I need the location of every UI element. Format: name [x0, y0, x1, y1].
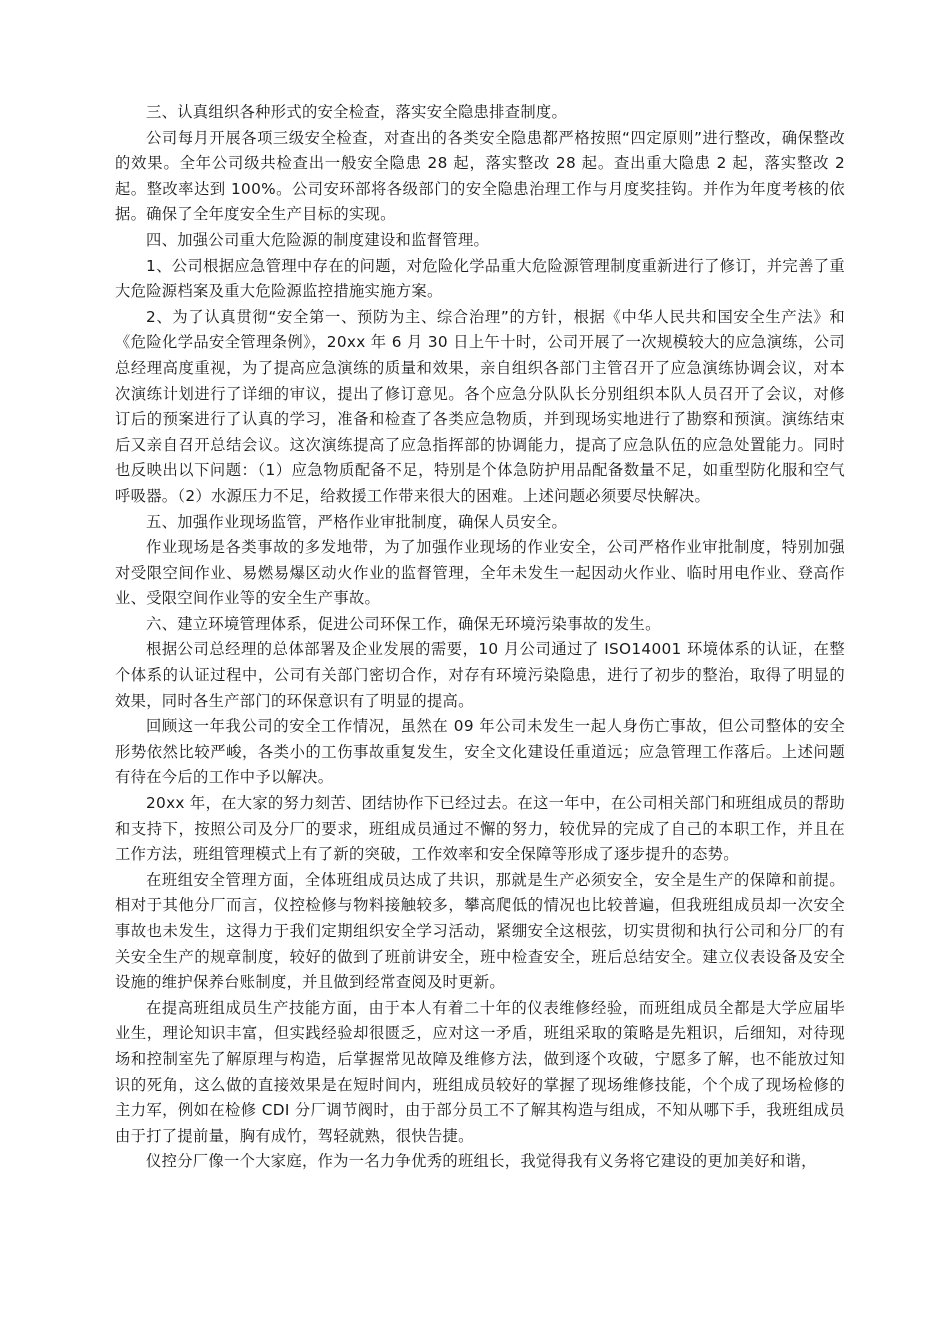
paragraph-iso14001: 根据公司总经理的总体部署及企业发展的需要，10 月公司通过了 ISO14001 环境体系的认证，在整个体系的认证过程中，公司有关部门密切合作，对存有环境污染隐患，进行了初步的整治，取得了明显的效果，同时各生产部门的环保意识有了明显的提高。: [115, 640, 845, 710]
paragraph-team-skills: 在提高班组成员生产技能方面，由于本人有着二十年的仪表维修经验，而班组成员全都是大学应届毕业生，理论知识丰富，但实践经验却很匮乏，应对这一矛盾，班组采取的策略是先粗识，后细知，对待现场和控制室先了解原理与构造，后掌握常见故障及维修方法，做到逐个攻破，宁愿多了解，也不能放过知识的死角，这么做的直接效果是在短时间内，班组成员较好的掌握了现场维修技能，个个成了现场检修的主力军，例如在检修 CDI 分厂调节阀时，由于部分员工不了解其构造与组成，不知从哪下手，我班组成员由于打了提前量，胸有成竹，驾轻就熟，很快告捷。: [115, 998, 845, 1145]
section-heading-safety-inspection: 三、认真组织各种形式的安全检查，落实安全隐患排查制度。: [146, 103, 568, 121]
paragraph-monthly-inspection: 公司每月开展各项三级安全检查，对查出的各类安全隐患都严格按照“四定原则”进行整改，确保整改的效果。全年公司级共检查出一般安全隐患 28 起，落实整改 28 起。查出重大隐患 2 起，落实整改 2 起。整改率达到 100%。公司安环部将各级部门的安全隐患治理工作与月度奖挂钩。并作为年度考核的依据。确保了全年度安全生产目标的实现。: [115, 128, 845, 224]
paragraph-team-summary: 20xx 年，在大家的努力刻苦、团结协作下已经过去。在这一年中，在公司相关部门和班组成员的帮助和支持下，按照公司及分厂的要求，班组成员通过不懈的努力，较优异的完成了自己的本职工作，并且在工作方法，班组管理模式上有了新的突破，工作效率和安全保障等形成了逐步提升的态势。: [115, 794, 846, 864]
paragraph-team-family: 仪控分厂像一个大家庭，作为一名力争优秀的班组长，我觉得我有义务将它建设的更加美好和谐，: [146, 1152, 817, 1171]
paragraph-emergency-drill: 2、为了认真贯彻“安全第一、预防为主、综合治理”的方针，根据《中华人民共和国安全生产法》和《危险化学品安全管理条例》，20xx 年 6 月 30 日上午十时，公司开展了一次规模较大的应急演练，公司总经理高度重视，为了提高应急演练的质量和效果，亲自组织各部门主管召开了应急演练协调会议，对本次演练计划进行了详细的审议，提出了修订意见。各个应急分队队长分别组织本队人员召开了会议，对修订后的预案进行了认真的学习，准备和检查了各类应急物质，并到现场实地进行了勘察和预演。演练结束后又亲自召开总结会议。这次演练提高了应急指挥部的协调能力，提高了应急队伍的应急处置能力。同时也反映出以下问题：（1）应急物质配备不足，特别是个体急防护用品配备数量不足，如重型防化服和空气呼吸器。（2）水源压力不足，给救援工作带来很大的困难。上述问题必须要尽快解决。: [115, 307, 845, 505]
section-heading-environment-system: 六、建立环境管理体系，促进公司环保工作，确保无环境污染事故的发生。: [146, 614, 661, 633]
paragraph-work-approval: 作业现场是各类事故的多发地带，为了加强作业现场的作业安全，公司严格作业审批制度，特别加强对受限空间作业、易燃易爆区动火作业的监督管理，全年未发生一起因动火作业、临时用电作业、登高作业、受限空间作业等的安全生产事故。: [115, 538, 845, 608]
paragraph-year-review: 回顾这一年我公司的安全工作情况，虽然在 09 年公司未发生一起人身伤亡事故，但公司整体的安全形势依然比较严峻，各类小的工伤事故重复发生，安全文化建设任重道远；应急管理工作落后。上述问题有待在今后的工作中予以解决。: [115, 717, 845, 787]
paragraph-hazard-regulation-revision: 1、公司根据应急管理中存在的问题，对危险化学品重大危险源管理制度重新进行了修订，并完善了重大危险源档案及重大危险源监控措施实施方案。: [115, 256, 845, 301]
document-body: [115, 100, 845, 1175]
section-heading-site-supervision: 五、加强作业现场监管，严格作业审批制度，确保人员安全。: [146, 512, 568, 531]
paragraph-team-safety: 在班组安全管理方面，全体班组成员达成了共识，那就是生产必须安全，安全是生产的保障和前提。相对于其他分厂而言，仪控检修与物料接触较多，攀高爬低的情况也比较普遍，但我班组成员却一次安全事故也未发生，这得力于我们定期组织安全学习活动，紧绷安全这根弦，切实贯彻和执行公司和分厂的有关安全生产的规章制度，较好的做到了班前讲安全，班中检查安全，班后总结安全。建立仪表设备及安全设施的维护保养台账制度，并且做到经常查阅及时更新。: [115, 870, 845, 992]
section-heading-major-hazards: 四、加强公司重大危险源的制度建设和监督管理。: [146, 230, 490, 249]
